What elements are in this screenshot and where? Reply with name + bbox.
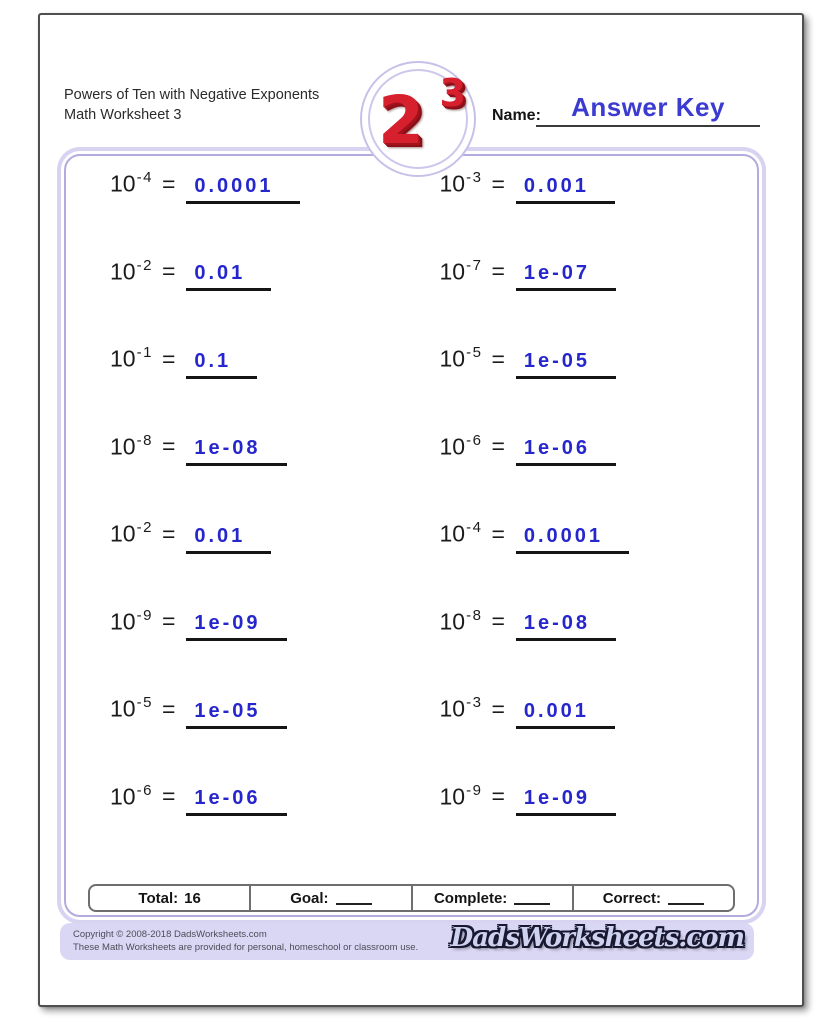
problem-expression: $10^{-5}$ = bbox=[439, 344, 505, 372]
problem-answer: 1e-09 bbox=[516, 787, 616, 816]
problem-expression: $10^{-2}$ = bbox=[110, 256, 176, 285]
problem-expression: $10^{-8}$ = bbox=[110, 431, 176, 460]
problem-expression: $10^{-1}$ = bbox=[110, 344, 176, 372]
problem bbox=[412, 520, 758, 608]
problem-answer: 1e-05 bbox=[186, 700, 286, 729]
problem-answer: 1e-05 bbox=[516, 350, 616, 379]
stat-cell-goal bbox=[249, 886, 410, 910]
problem bbox=[412, 608, 758, 696]
problem-answer: 1e-08 bbox=[516, 612, 616, 641]
worksheet-title-line1: Powers of Ten with Negative Exponents bbox=[64, 87, 320, 103]
problem-expression: $10^{-4}$ = bbox=[110, 169, 176, 197]
stat-blank-line bbox=[336, 892, 372, 905]
problem bbox=[66, 258, 412, 346]
problem bbox=[412, 258, 758, 346]
two-cubed-logo-icon bbox=[378, 71, 466, 167]
problem-expression: $10^{-4}$ = bbox=[439, 519, 505, 547]
problem bbox=[66, 520, 412, 608]
name-blank-line bbox=[536, 87, 760, 127]
worksheet-title bbox=[64, 85, 319, 125]
problem bbox=[412, 783, 758, 871]
name-area bbox=[492, 87, 760, 127]
stat-label: Goal: bbox=[290, 889, 329, 907]
name-label: Name: bbox=[492, 107, 541, 124]
stat-cell-complete bbox=[411, 886, 572, 910]
problem-expression: $10^{-7}$ = bbox=[439, 256, 505, 285]
problem bbox=[412, 433, 758, 521]
problem bbox=[412, 170, 758, 258]
problem-answer: 0.0001 bbox=[516, 525, 629, 554]
footer-band bbox=[60, 923, 754, 960]
problem-expression: $10^{-6}$ = bbox=[110, 781, 176, 810]
problem-answer: 0.0001 bbox=[186, 175, 299, 204]
problem bbox=[66, 170, 412, 258]
worksheet-title-line2: Math Worksheet 3 bbox=[64, 107, 182, 123]
problem bbox=[66, 695, 412, 783]
stat-label: Total: bbox=[138, 889, 179, 907]
problem-answer: 0.1 bbox=[186, 350, 257, 379]
problem bbox=[412, 345, 758, 433]
problem-expression: $10^{-9}$ = bbox=[439, 781, 505, 810]
problem bbox=[66, 608, 412, 696]
stat-value: 16 bbox=[184, 889, 201, 907]
stat-blank-line bbox=[514, 892, 550, 905]
problem-expression: $10^{-3}$ = bbox=[439, 169, 505, 197]
problem-expression: $10^{-2}$ = bbox=[110, 519, 176, 547]
problem-expression: $10^{-5}$ = bbox=[110, 694, 176, 722]
problem-answer: 0.001 bbox=[516, 175, 615, 204]
problem-answer: 1e-06 bbox=[516, 437, 616, 466]
stats-bar bbox=[88, 884, 735, 912]
problem-expression: $10^{-8}$ = bbox=[439, 606, 505, 635]
dadsworksheets-logo: DadsWorksheets.com bbox=[450, 923, 744, 953]
worksheet-page bbox=[38, 13, 804, 1007]
answer-key-text: Answer Key bbox=[571, 92, 725, 122]
stat-cell-correct bbox=[572, 886, 733, 910]
problem-expression: $10^{-3}$ = bbox=[439, 694, 505, 722]
problems-grid bbox=[66, 170, 757, 870]
problem bbox=[412, 695, 758, 783]
copyright-text bbox=[73, 928, 418, 954]
problem-answer: 1e-09 bbox=[186, 612, 286, 641]
copyright-line1: Copyright © 2008-2018 DadsWorksheets.com bbox=[73, 929, 267, 940]
copyright-line2: These Math Worksheets are provided for personal, homeschool or classroom use. bbox=[73, 942, 419, 953]
stat-blank-line bbox=[668, 892, 704, 905]
problem-answer: 0.001 bbox=[516, 700, 615, 729]
logo-exponent-digit: 3 bbox=[439, 71, 466, 115]
logo-base-digit: 2 bbox=[378, 82, 424, 159]
problem-answer: 0.01 bbox=[186, 525, 271, 554]
stat-label: Complete: bbox=[433, 889, 508, 907]
problem-expression: $10^{-6}$ = bbox=[439, 431, 505, 460]
problem bbox=[66, 345, 412, 433]
problem bbox=[66, 783, 412, 871]
problem-answer: 0.01 bbox=[186, 262, 271, 291]
problem bbox=[66, 433, 412, 521]
two-cubed-logo-badge bbox=[360, 61, 476, 177]
stat-cell-total bbox=[90, 886, 249, 910]
problem-answer: 1e-08 bbox=[186, 437, 286, 466]
problem-expression: $10^{-9}$ = bbox=[110, 606, 176, 635]
problem-answer: 1e-07 bbox=[516, 262, 616, 291]
stat-label: Correct: bbox=[602, 889, 662, 907]
problem-answer: 1e-06 bbox=[186, 787, 286, 816]
problems-box bbox=[64, 154, 759, 917]
